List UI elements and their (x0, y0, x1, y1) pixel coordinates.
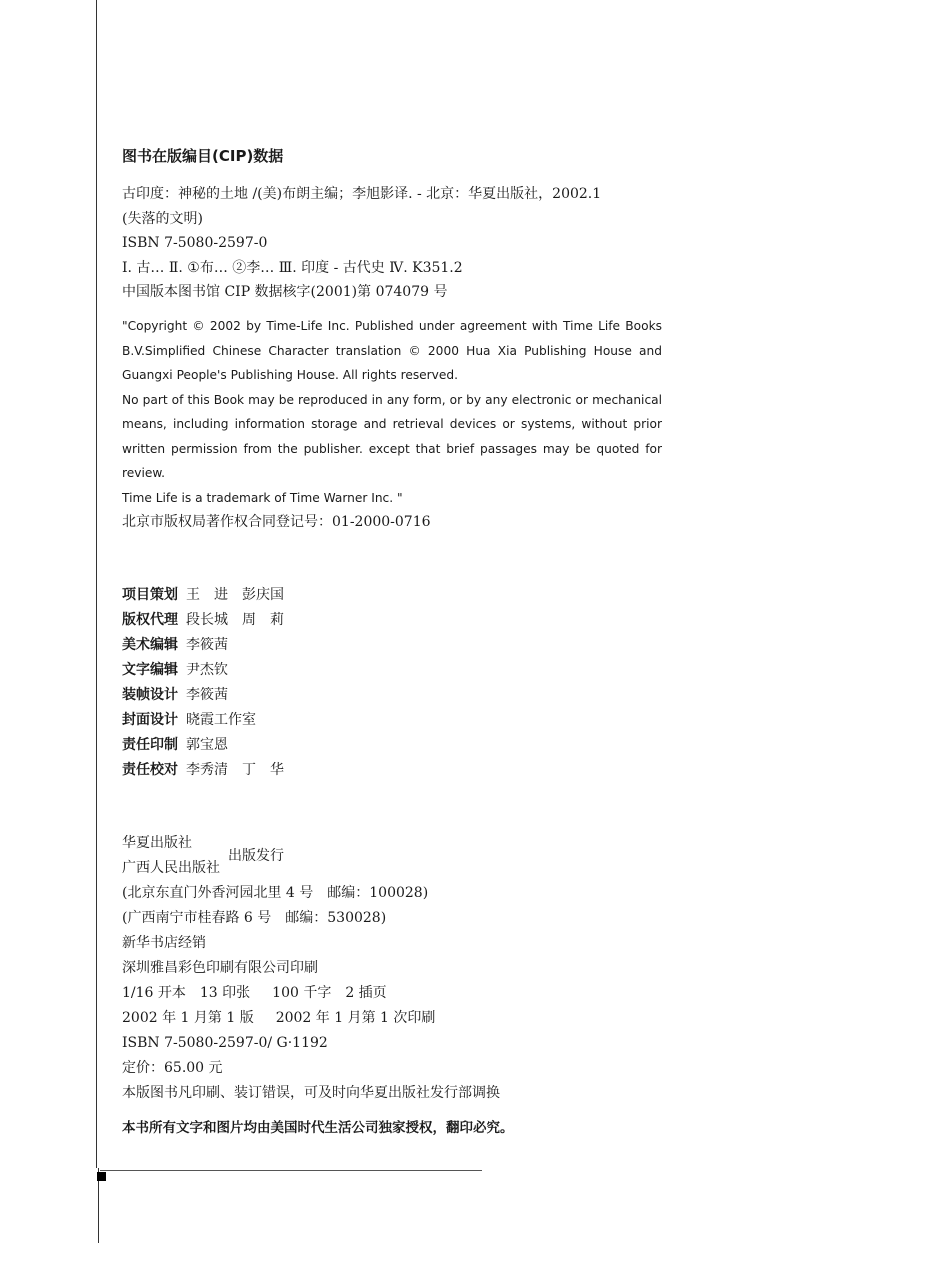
left-margin-rule (96, 0, 97, 1168)
cip-data-block (122, 182, 601, 305)
credit-name: 王 进 (186, 587, 228, 603)
copyright-notice (122, 314, 662, 510)
cip-line-title: 古印度：神秘的土地 /(美)布朗主编；李旭影译. - 北京：华夏出版社，2002.1 (122, 186, 602, 202)
publication-action: 出版发行 (228, 847, 284, 864)
copyright-paragraph: No part of this Book may be reproduced in any form, or by any electronic or mechanical means, including information storage and retrieval devices or systems, without prior written permission from the publisher. except that brief passages may be quoted for review. (122, 392, 662, 480)
publisher-name: 广西人民出版社 (122, 860, 220, 876)
credit-name: 李筱茜 (186, 687, 228, 703)
isbn-line: ISBN 7-5080-2597-0/ G·1192 (122, 1035, 328, 1051)
credit-name: 李筱茜 (186, 637, 228, 653)
publisher-address: (广西南宁市桂春路 6 号 邮编：530028) (122, 910, 387, 926)
publisher-name: 华夏出版社 (122, 835, 192, 851)
return-notice: 本版图书凡印刷、装订错误，可及时向华夏出版社发行部调换 (122, 1085, 500, 1101)
credit-name: 李秀清 (186, 762, 228, 778)
credits-list (122, 583, 298, 783)
credit-row (122, 683, 298, 708)
cip-line-record-number: 中国版本图书馆 CIP 数据核字(2001)第 074079 号 (122, 284, 448, 300)
rights-notice: 本书所有文字和图片均由美国时代生活公司独家授权，翻印必究。 (122, 1120, 514, 1136)
credit-role: 责任校对 (122, 762, 178, 778)
publisher-group (122, 831, 500, 881)
format-size: 1/16 开本 13 印张 (122, 985, 251, 1001)
credit-name: 周 莉 (242, 612, 284, 628)
credit-name: 段长城 (186, 612, 228, 628)
bottom-divider (100, 1170, 482, 1171)
format-words: 100 千字 2 插页 (272, 985, 387, 1001)
credit-role: 文字编辑 (122, 662, 178, 678)
cip-line-classification: Ⅰ. 古… Ⅱ. ①布… ②李… Ⅲ. 印度 - 古代史 Ⅳ. K351.2 (122, 259, 463, 276)
credit-row (122, 708, 298, 733)
credit-role: 封面设计 (122, 712, 178, 728)
copyright-paragraph: "Copyright © 2002 by Time-Life Inc. Published under agreement with Time Life Books B.V.Simplified Chinese Character translation © 2000 Hua Xia Publishing House and Guangxi People's Publishing House. All rights reserved. (122, 319, 662, 382)
price-line: 定价：65.00 元 (122, 1060, 223, 1076)
credit-row (122, 608, 298, 633)
credit-name: 郭宝恩 (186, 737, 228, 753)
credit-name: 丁 华 (242, 762, 284, 778)
credit-role: 版权代理 (122, 612, 178, 628)
credit-role: 项目策划 (122, 587, 178, 603)
credit-role: 责任印制 (122, 737, 178, 753)
edition-number: 2002 年 1 月第 1 版 (122, 1010, 254, 1026)
credit-row (122, 658, 298, 683)
credit-role: 美术编辑 (122, 637, 178, 653)
printing-number: 2002 年 1 月第 1 次印刷 (275, 1010, 436, 1026)
credit-row (122, 583, 298, 608)
credit-role: 装帧设计 (122, 687, 178, 703)
copyright-registration: 北京市版权局著作权合同登记号：01-2000-0716 (122, 514, 431, 530)
cip-title: 图书在版编目(CIP)数据 (122, 147, 284, 165)
publication-details (122, 881, 500, 1106)
edition-line (122, 1006, 500, 1031)
cip-line-series: (失落的文明) (122, 210, 203, 227)
printer: 深圳雅昌彩色印刷有限公司印刷 (122, 960, 318, 976)
publisher-address: (北京东直门外香河园北里 4 号 邮编：100028) (122, 885, 429, 901)
corner-mark (97, 1172, 106, 1181)
distributor: 新华书店经销 (122, 935, 206, 951)
credit-name: 尹杰钦 (186, 662, 228, 678)
credit-name: 晓霞工作室 (186, 712, 256, 728)
publication-info (122, 831, 500, 1106)
copyright-paragraph: Time Life is a trademark of Time Warner Inc. " (122, 490, 403, 505)
credit-row (122, 733, 298, 758)
format-line (122, 981, 500, 1006)
credit-row (122, 758, 298, 783)
credit-name: 彭庆国 (242, 587, 284, 603)
credit-row (122, 633, 298, 658)
cip-line-isbn: ISBN 7-5080-2597-0 (122, 235, 268, 251)
